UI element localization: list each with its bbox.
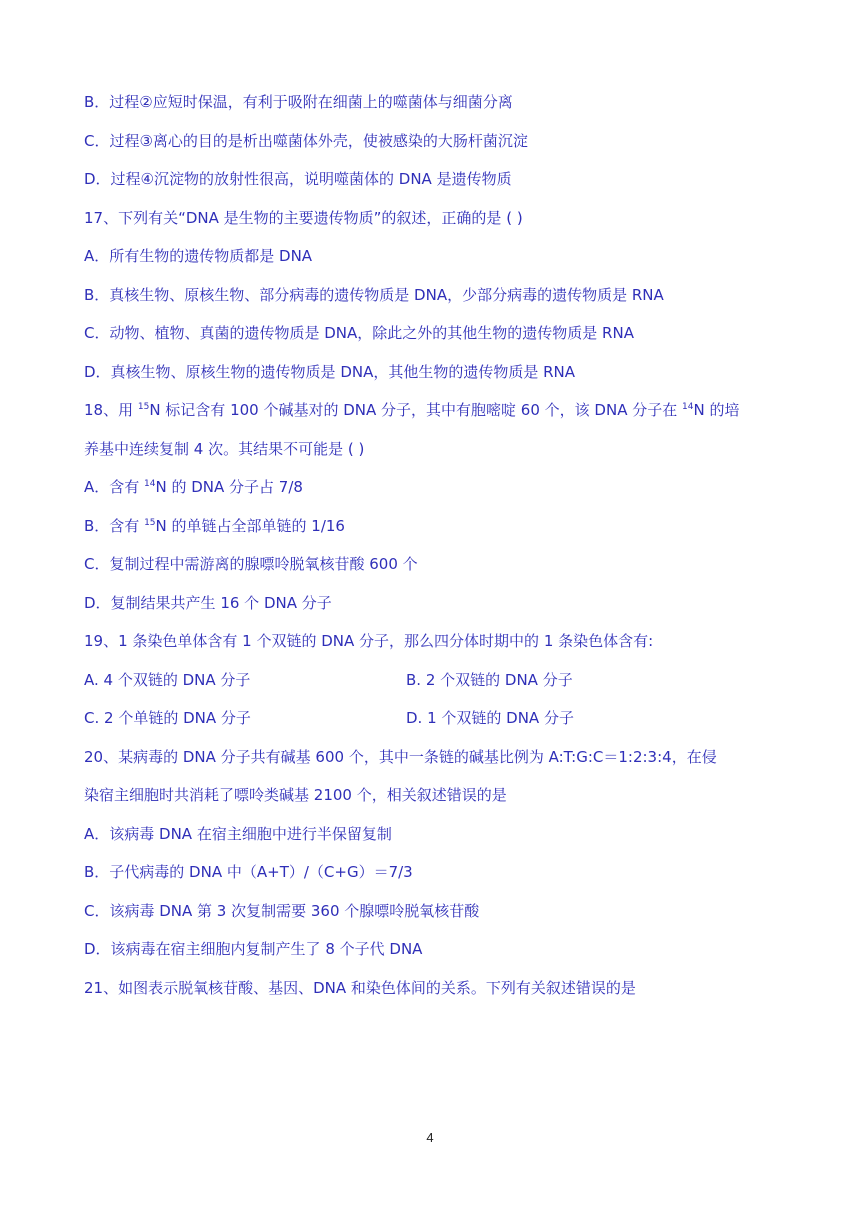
q19-option-c: C. 2 个单链的 DNA 分子 xyxy=(84,709,251,727)
q20-stem-line-2: 染宿主细胞时共消耗了嘌呤类碱基 2100 个，相关叙述错误的是 xyxy=(84,786,507,804)
q18-b-superscript: 15 xyxy=(144,518,156,528)
q18-stem-mid: N 标记含有 100 个碱基对的 DNA 分子，其中有胞嘧啶 60 个，该 DNA 分子在 xyxy=(149,401,682,419)
q18-superscript-15: 15 xyxy=(137,402,150,412)
q18-option-c: C．复制过程中需游离的腺嘌呤脱氧核苷酸 600 个 xyxy=(84,555,418,573)
q16-option-d: D．过程④沉淀物的放射性很高，说明噬菌体的 DNA 是遗传物质 xyxy=(84,170,512,188)
page-number: 4 xyxy=(426,1130,434,1145)
q18-option-b xyxy=(84,516,345,536)
q17-option-a: A．所有生物的遗传物质都是 DNA xyxy=(84,247,313,265)
q18-b-pre: B．含有 xyxy=(84,517,145,535)
q20-option-d: D．该病毒在宿主细胞内复制产生了 8 个子代 DNA xyxy=(84,940,423,958)
q19-stem: 19、1 条染色单体含有 1 个双链的 DNA 分子，那么四分体时期中的 1 条染色体含有: xyxy=(84,632,654,650)
q20-option-a: A．该病毒 DNA 在宿主细胞中进行半保留复制 xyxy=(84,825,392,843)
q16-option-c: C．过程③离心的目的是析出噬菌体外壳，使被感染的大肠杆菌沉淀 xyxy=(84,132,528,150)
q18-option-a xyxy=(84,477,303,497)
q17-option-c: C．动物、植物、真菌的遗传物质是 DNA，除此之外的其他生物的遗传物质是 RNA xyxy=(84,324,634,342)
q20-option-b: B．子代病毒的 DNA 中（A+T）/（C+G）＝7/3 xyxy=(84,863,413,881)
q17-stem: 17、下列有关“DNA 是生物的主要遗传物质”的叙述，正确的是 ( ) xyxy=(84,209,523,227)
q18-a-post: N 的 DNA 分子占 7/8 xyxy=(155,478,303,496)
q18-option-d: D．复制结果共产生 16 个 DNA 分子 xyxy=(84,594,332,612)
q18-b-post: N 的单链占全部单链的 1/16 xyxy=(155,517,345,535)
q21-stem: 21、如图表示脱氧核苷酸、基因、DNA 和染色体间的关系。下列有关叙述错误的是 xyxy=(84,979,636,997)
q17-option-d: D．真核生物、原核生物的遗传物质是 DNA，其他生物的遗传物质是 RNA xyxy=(84,363,576,381)
q18-stem-post: N 的培 xyxy=(693,401,740,419)
q19-option-a: A. 4 个双链的 DNA 分子 xyxy=(84,671,251,689)
q20-stem-line-1: 20、某病毒的 DNA 分子共有碱基 600 个，其中一条链的碱基比例为 A:T:G:C＝1:2:3:4，在侵 xyxy=(84,748,717,766)
q16-option-b: B．过程②应短时保温，有利于吸附在细菌上的噬菌体与细菌分离 xyxy=(84,93,513,111)
q18-a-pre: A．含有 xyxy=(84,478,145,496)
q20-option-c: C．该病毒 DNA 第 3 次复制需要 360 个腺嘌呤脱氧核苷酸 xyxy=(84,902,480,920)
q18-a-superscript: 14 xyxy=(144,479,156,489)
q18-superscript-14: 14 xyxy=(682,402,694,412)
q18-stem-line-2: 养基中连续复制 4 次。其结果不可能是 ( ) xyxy=(84,440,365,458)
q19-option-b: B. 2 个双链的 DNA 分子 xyxy=(406,671,573,689)
q19-option-d: D. 1 个双链的 DNA 分子 xyxy=(406,709,574,727)
q17-option-b: B．真核生物、原核生物、部分病毒的遗传物质是 DNA，少部分病毒的遗传物质是 RNA xyxy=(84,286,664,304)
q18-stem-line-1 xyxy=(84,400,739,420)
q18-stem-pre: 18、用 xyxy=(84,401,138,419)
